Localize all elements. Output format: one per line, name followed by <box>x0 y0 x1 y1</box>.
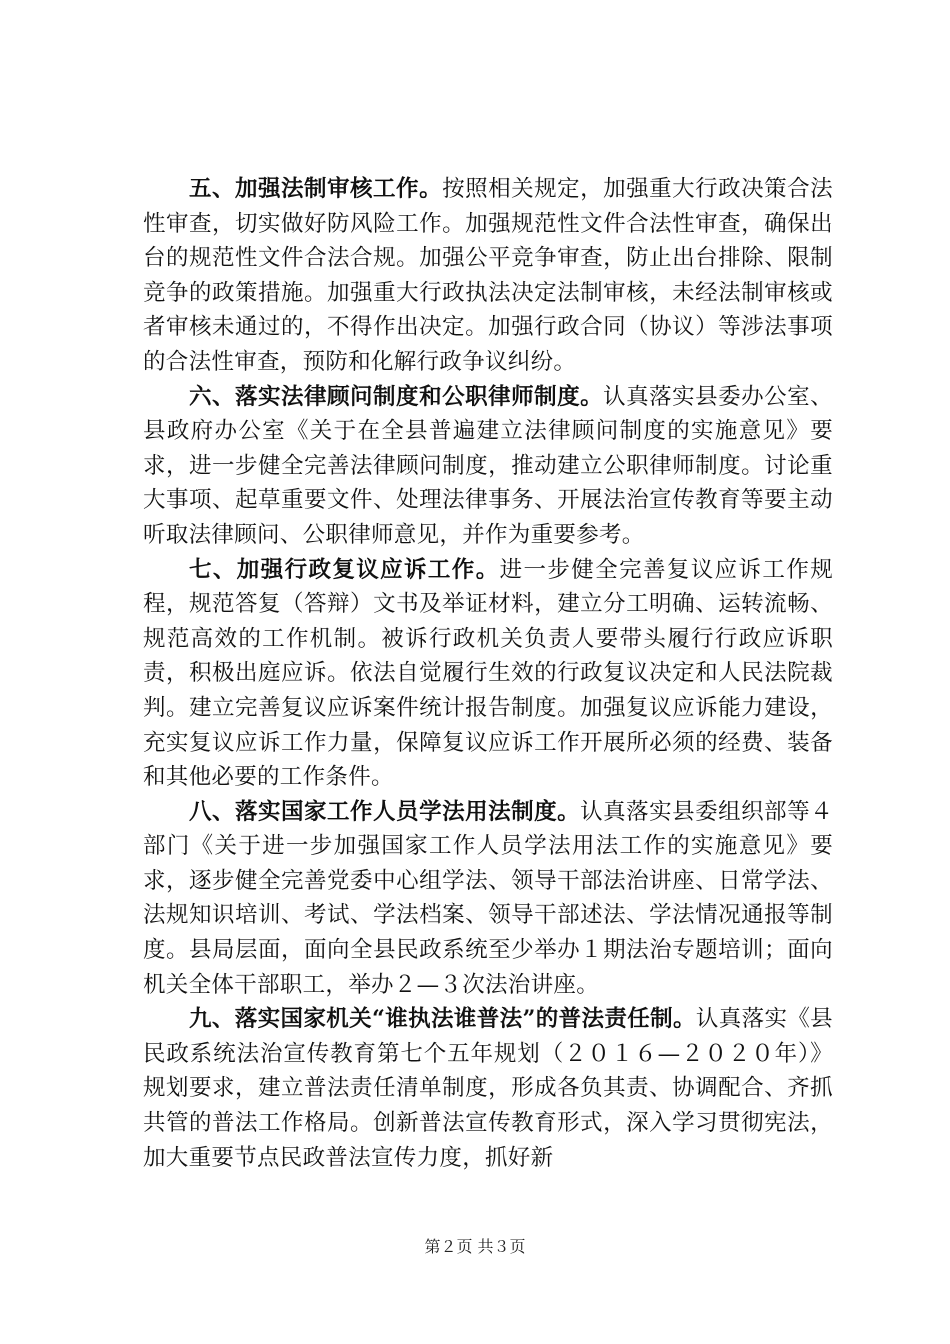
paragraph-7 <box>143 553 833 795</box>
page-number: 第２页 共３页 <box>424 1237 526 1256</box>
paragraph-6 <box>143 380 833 553</box>
paragraph-text: 进一步健全完善复议应诉工作规程，规范答复（答辩）文书及举证材料，建立分工明确、运转流畅、规范高效的工作机制。被诉行政机关负责人要带头履行行政应诉职责，积极出庭应诉。依法自觉履行生效的行政复议决定和人民法院裁判。建立完善复议应诉案件统计报告制度。加强复议应诉能力建设，充实复议应诉工作力量，保障复议应诉工作开展所必须的经费、装备和其他必要的工作条件。 <box>143 556 834 791</box>
paragraph-5 <box>143 172 833 380</box>
paragraph-9 <box>143 1002 833 1175</box>
paragraph-heading: 五、加强法制审核工作。 <box>189 176 443 202</box>
paragraph-text: 认真落实县委办公室、县政府办公室《关于在全县普遍建立法律顾问制度的实施意见》要求，进一步健全完善法律顾问制度，推动建立公职律师制度。讨论重大事项、起草重要文件、处理法律事务、开展法治宣传教育等要主动听取法律顾问、公职律师意见，并作为重要参考。 <box>143 383 833 548</box>
paragraph-text: 按照相关规定，加强重大行政决策合法性审查，切实做好防风险工作。加强规范性文件合法性审查，确保出台的规范性文件合法合规。加强公平竞争审查，防止出台排除、限制竞争的政策措施。加强重大行政执法决定法制审核，未经法制审核或者审核未通过的，不得作出决定。加强行政合同（协议）等涉法事项的合法性审查，预防和化解行政争议纠纷。 <box>143 176 833 375</box>
paragraph-heading: 九、落实国家机关“谁执法谁普法”的普法责任制。 <box>189 1006 696 1033</box>
paragraph-8 <box>143 795 833 1003</box>
paragraph-text: 认真落实县委组织部等４部门《关于进一步加强国家工作人员学法用法工作的实施意见》要求，逐步健全完善党委中心组学法、领导干部法治讲座、日常学法、法规知识培训、考试、学法档案、领导干部述法、学法情况通报等制度。县局层面，面向全县民政系统至少举办１期法治专题培训；面向机关全体干部职工，举办２—３次法治讲座。 <box>143 798 833 998</box>
paragraph-text: 认真落实《县民政系统法治宣传教育第七个五年规划（２０１６—２０２０年）》规划要求，建立普法责任清单制度，形成各负其责、协调配合、齐抓共管的普法工作格局。创新普法宣传教育形式，深入学习贯彻宪法，加大重要节点民政普法宣传力度，抓好新 <box>143 1006 833 1171</box>
paragraph-heading: 八、落实国家工作人员学法用法制度。 <box>189 798 581 825</box>
page-footer <box>0 1237 950 1257</box>
document-body <box>143 172 833 1175</box>
paragraph-heading: 六、落实法律顾问制度和公职律师制度。 <box>189 383 604 410</box>
paragraph-heading: 七、加强行政复议应诉工作。 <box>189 556 500 583</box>
